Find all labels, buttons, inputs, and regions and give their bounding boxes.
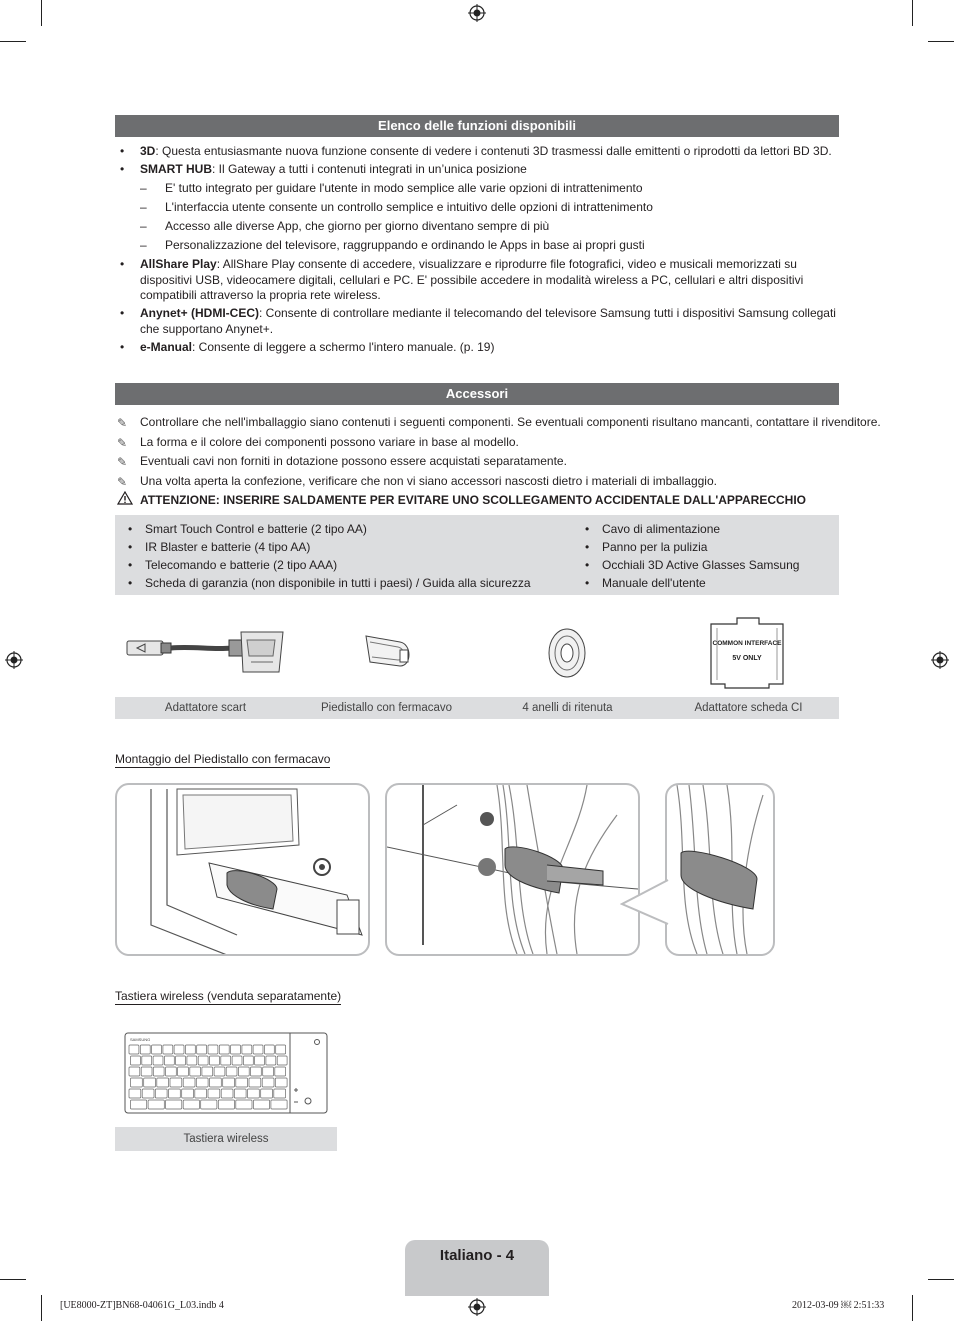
keyboard-key	[242, 1045, 252, 1054]
svg-text:5V ONLY: 5V ONLY	[732, 655, 762, 662]
crop-mark	[41, 0, 42, 26]
keyboard-key	[232, 1056, 242, 1065]
keyboard-title: Tastiera wireless (venduta separatamente)	[115, 989, 342, 1003]
accessories-box	[115, 515, 839, 595]
keyboard-key	[198, 1056, 208, 1065]
keyboard-key	[253, 1100, 269, 1109]
keyboard-key	[266, 1056, 276, 1065]
features-list	[115, 144, 839, 358]
keyboard-key	[176, 1056, 186, 1065]
stand-cable-clip-icon	[360, 630, 420, 674]
accessories-header: Accessori	[115, 383, 839, 405]
keyboard-key	[131, 1078, 143, 1087]
keyboard-key	[208, 1089, 220, 1098]
keyboard-key	[214, 1067, 225, 1076]
list-item: • Smart Touch Control e batterie (2 tipo AA)	[128, 522, 367, 536]
keyboard-key	[182, 1089, 194, 1098]
note-item: ✎ La forma e il colore dei componenti possono variare in base al modello.	[117, 434, 519, 450]
assembly-step-3-image	[665, 783, 775, 956]
note-item: ✎ Controllare che nell'imballaggio siano contenuti i seguenti componenti. Se eventuali componenti risultano mancanti, contattare il rivenditore.	[117, 415, 881, 430]
footer-timestamp: 2012-03-09 ￼ 2:51:33	[792, 1300, 885, 1311]
keyboard-key	[196, 1078, 208, 1087]
keyboard-key	[129, 1067, 140, 1076]
keyboard-key	[221, 1056, 231, 1065]
list-item: • 3D: Questa entusiasmante nuova funzione consente di vedere i contenuti 3D trasmessi dalle emittenti o riprodotti da lettori BD 3D.	[120, 144, 832, 158]
list-item: • IR Blaster e batterie (4 tipo AA)	[128, 540, 311, 554]
list-item: • AllShare Play: AllShare Play consente di accedere, visualizzare e riprodurre file fotografici, video e musicali memorizzati su dispositivi USB, videocamere digitali, cellulari e PC. E' possibile accedere in modalità wireless a PC, cellulari e altri dispositivi compatibili attraverso la propria rete wireless.	[120, 257, 804, 302]
keyboard-key	[164, 1056, 174, 1065]
svg-text:COMMON INTERFACE: COMMON INTERFACE	[712, 640, 782, 647]
scart-adapter-icon	[123, 622, 293, 678]
keyboard-key	[169, 1089, 181, 1098]
keyboard-key	[153, 1056, 163, 1065]
keyboard-key	[141, 1067, 152, 1076]
keyboard-key	[166, 1100, 182, 1109]
caption: 4 anelli di ritenuta	[522, 702, 613, 714]
registration-mark-icon	[468, 1298, 486, 1316]
keyboard-key	[223, 1078, 235, 1087]
keyboard-key	[144, 1078, 156, 1087]
keyboard-key	[208, 1045, 218, 1054]
keyboard-key	[276, 1045, 286, 1054]
notes-list	[115, 413, 881, 511]
keyboard-key	[274, 1089, 286, 1098]
crop-mark	[912, 1295, 913, 1321]
keyboard-key	[248, 1089, 260, 1098]
list-item: • Cavo di alimentazione	[585, 522, 721, 536]
keyboard-key	[183, 1078, 195, 1087]
pencil-note-icon: ✎	[117, 435, 128, 450]
keyboard-key	[210, 1078, 222, 1087]
sub-list-item: – Accesso alle diverse App, che giorno per giorno diventano sempre di più	[140, 219, 550, 233]
keyboard-key	[231, 1045, 241, 1054]
keyboard-key	[197, 1045, 207, 1054]
caption: Adattatore scart	[164, 702, 247, 714]
keyboard-key	[166, 1067, 177, 1076]
keyboard-key	[157, 1078, 169, 1087]
keyboard-key	[155, 1089, 167, 1098]
keyboard-key	[142, 1056, 152, 1065]
zoom-callout-icon	[620, 878, 670, 938]
keyboard-key	[170, 1078, 182, 1087]
registration-mark-icon	[5, 651, 23, 669]
keyboard-key	[238, 1067, 249, 1076]
warning-item: ATTENZIONE: INSERIRE SALDAMENTE PER EVITARE UNO SCOLLEGAMENTO ACCIDENTALE DALL'APPARECCHIO	[115, 491, 839, 511]
note-item: ✎ Eventuali cavi non forniti in dotazione possono essere acquistati separatamente.	[117, 454, 567, 469]
sub-list-item: – L'interfaccia utente consente un controllo semplice e intuitivo delle opzioni di intrattenimento	[140, 200, 653, 214]
keyboard-key	[163, 1045, 173, 1054]
keyboard-key	[236, 1100, 252, 1109]
assembly-title: Montaggio del Piedistallo con fermacavo	[115, 752, 331, 766]
keyboard-key	[218, 1100, 234, 1109]
features-header: Elenco delle funzioni disponibili	[115, 115, 839, 137]
keyboard-key	[195, 1089, 207, 1098]
sub-list-item: – E' tutto integrato per guidare l'utente in modo semplice alle varie opzioni di intrattenimento	[140, 181, 643, 195]
accessory-captions	[115, 697, 839, 719]
keyboard-key	[185, 1045, 195, 1054]
keyboard-key	[190, 1067, 201, 1076]
keyboard-key	[178, 1067, 189, 1076]
wireless-keyboard-icon	[124, 1032, 328, 1114]
page-number: Italiano - 4	[405, 1240, 549, 1296]
keyboard-key	[251, 1067, 262, 1076]
keyboard-key	[262, 1078, 274, 1087]
keyboard-key	[187, 1056, 197, 1065]
list-item: • Occhiali 3D Active Glasses Samsung	[585, 558, 800, 572]
keyboard-key	[275, 1067, 286, 1076]
warning-icon	[117, 491, 133, 505]
list-item: • Scheda di garanzia (non disponibile in tutti i paesi) / Guida alla sicurezza	[128, 576, 531, 590]
caption: Adattatore scheda CI	[694, 702, 803, 714]
accessories-left-list	[120, 520, 531, 592]
accessory-images	[115, 608, 839, 696]
list-item: • SMART HUB: Il Gateway a tutti i contenuti integrati in un’unica posizione	[120, 162, 527, 176]
accessories-right-list	[577, 520, 799, 592]
caption: Piedistallo con fermacavo	[320, 702, 453, 714]
keyboard-key	[129, 1045, 139, 1054]
crop-mark	[928, 41, 954, 42]
keyboard-key	[202, 1067, 213, 1076]
crop-mark	[912, 0, 913, 26]
keyboard-key	[142, 1089, 154, 1098]
list-item: • Manuale dell'utente	[585, 576, 706, 590]
keyboard-key	[201, 1100, 217, 1109]
pencil-note-icon: ✎	[117, 455, 128, 469]
retaining-ring-icon	[545, 626, 589, 680]
keyboard-key	[261, 1089, 273, 1098]
keyboard-key	[219, 1045, 229, 1054]
assembly-step-1-image	[115, 783, 370, 956]
keyboard-key	[234, 1089, 246, 1098]
keyboard-key	[249, 1078, 261, 1087]
sub-list-item: – Personalizzazione del televisore, raggruppando e ordinando le Apps in base ai propri gusti	[140, 238, 645, 252]
keyboard-key	[210, 1056, 220, 1065]
keyboard-key	[221, 1089, 233, 1098]
keyboard-key	[131, 1056, 141, 1065]
keyboard-key	[243, 1056, 253, 1065]
keyboard-key	[148, 1100, 164, 1109]
note-item: ✎ Una volta aperta la confezione, verificare che non vi siano accessori nascosti dietro i materiali di imballaggio.	[117, 473, 717, 489]
registration-mark-icon	[931, 651, 949, 669]
pencil-note-icon: ✎	[117, 416, 128, 430]
keyboard-key	[275, 1078, 287, 1087]
crop-mark	[0, 41, 26, 42]
list-item: • Panno per la pulizia	[585, 540, 708, 554]
keyboard-key	[152, 1045, 162, 1054]
crop-mark	[41, 1295, 42, 1321]
keyboard-key	[153, 1067, 164, 1076]
crop-mark	[928, 1279, 954, 1280]
keyboard-key	[264, 1045, 274, 1054]
keyboard-key	[263, 1067, 274, 1076]
keyboard-key	[253, 1045, 263, 1054]
keyboard-key	[140, 1045, 150, 1054]
pencil-note-icon: ✎	[117, 474, 128, 489]
registration-mark-icon	[468, 4, 486, 22]
crop-mark	[0, 1279, 26, 1280]
keyboard-key	[131, 1100, 147, 1109]
ci-card-adapter-icon	[707, 614, 787, 692]
keyboard-key	[226, 1067, 237, 1076]
keyboard-key	[271, 1100, 287, 1109]
keyboard-key	[277, 1056, 287, 1065]
svg-text:SAMSUNG: SAMSUNG	[130, 1037, 151, 1042]
list-item: • Telecomando e batterie (2 tipo AAA)	[128, 558, 338, 572]
keyboard-key	[129, 1089, 141, 1098]
keyboard-key	[174, 1045, 184, 1054]
list-item: • Anynet+ (HDMI-CEC): Consente di controllare mediante il telecomando del televisore Samsung tutti i dispositivi Samsung collegati che supportano Anynet+.	[120, 306, 836, 336]
keyboard-caption: Tastiera wireless	[115, 1127, 337, 1151]
keyboard-key	[255, 1056, 265, 1065]
assembly-step-2-image	[385, 783, 640, 956]
keyboard-key	[236, 1078, 248, 1087]
footer-file-info: [UE8000-ZT]BN68-04061G_L03.indb 4	[60, 1300, 224, 1311]
keyboard-key	[183, 1100, 199, 1109]
list-item: • e-Manual: Consente di leggere a schermo l'intero manuale. (p. 19)	[120, 340, 495, 354]
